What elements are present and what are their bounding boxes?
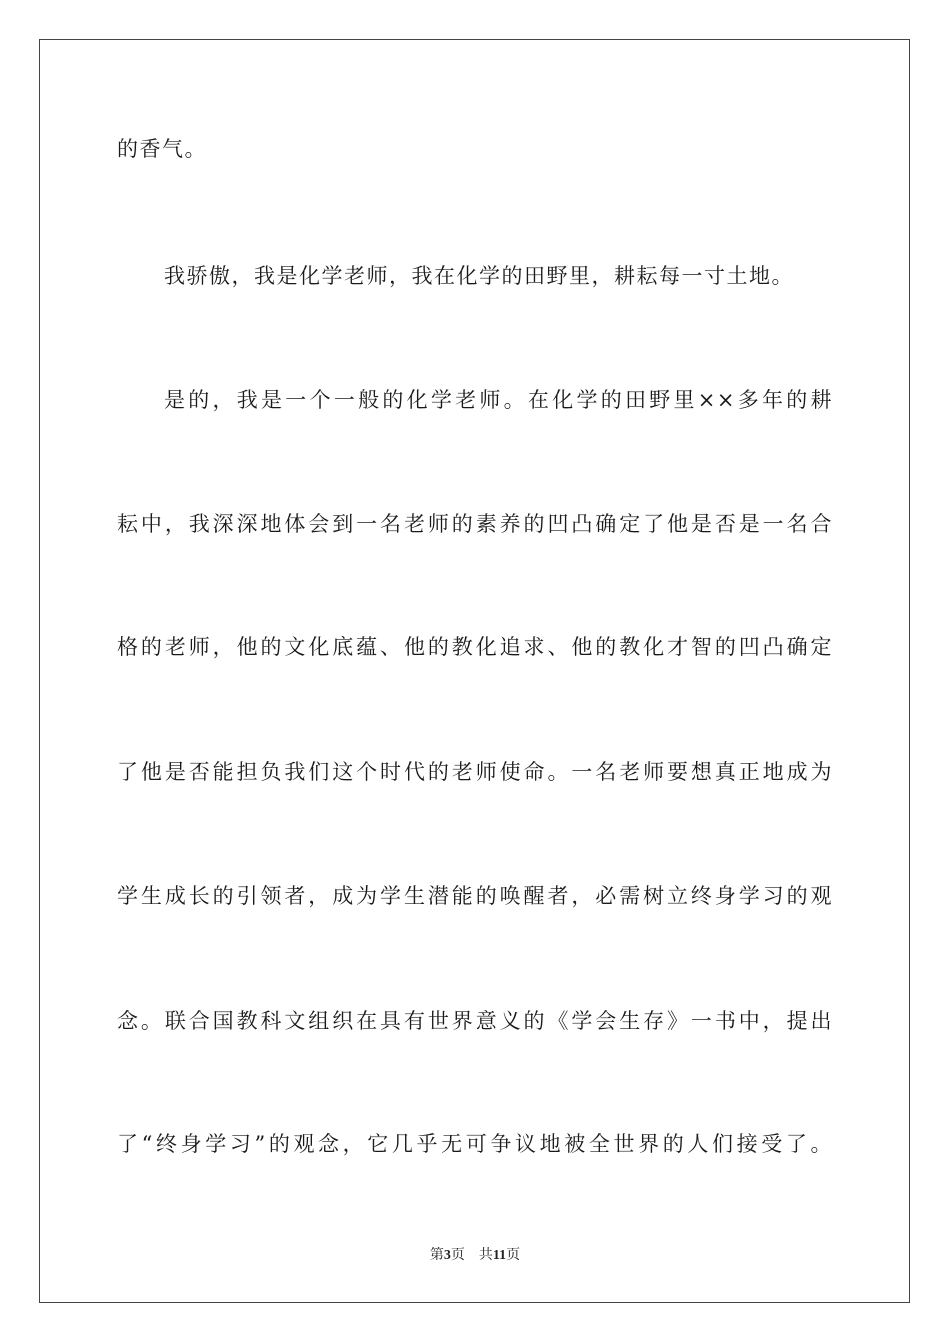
text-line-7: 学生成长的引领者，成为学生潜能的唤醒者，必需树立终身学习的观 <box>117 884 833 908</box>
footer-page-prefix: 第 <box>429 1248 444 1263</box>
page-border <box>39 39 910 1303</box>
footer-page-suffix: 页 <box>450 1248 465 1263</box>
page-footer <box>0 1246 950 1266</box>
text-line-4: 耘中，我深深地体会到一名老师的素养的凹凸确定了他是否是一名合 <box>117 512 833 536</box>
text-line-9: 了“终身学习”的观念，它几乎无可争议地被全世界的人们接受了。 <box>117 1132 833 1156</box>
footer-total-prefix: 共 <box>478 1248 493 1263</box>
text-line-1: 的香气。 <box>117 137 207 161</box>
text-line-3: 是的，我是一个一般的化学老师。在化学的田野里××多年的耕 <box>164 388 833 412</box>
text-line-6: 了他是否能担负我们这个时代的老师使命。一名老师要想真正地成为 <box>117 760 833 784</box>
text-line-8: 念。联合国教科文组织在具有世界意义的《学会生存》一书中，提出 <box>117 1009 833 1033</box>
text-line-2: 我骄傲，我是化学老师，我在化学的田野里，耕耘每一寸土地。 <box>164 264 794 288</box>
footer-page-number: 3 <box>443 1248 451 1263</box>
footer-total-pages: 11 <box>492 1248 507 1263</box>
footer-total-suffix: 页 <box>506 1248 521 1263</box>
text-line-5: 格的老师，他的文化底蕴、他的教化追求、他的教化才智的凹凸确定 <box>117 635 833 659</box>
